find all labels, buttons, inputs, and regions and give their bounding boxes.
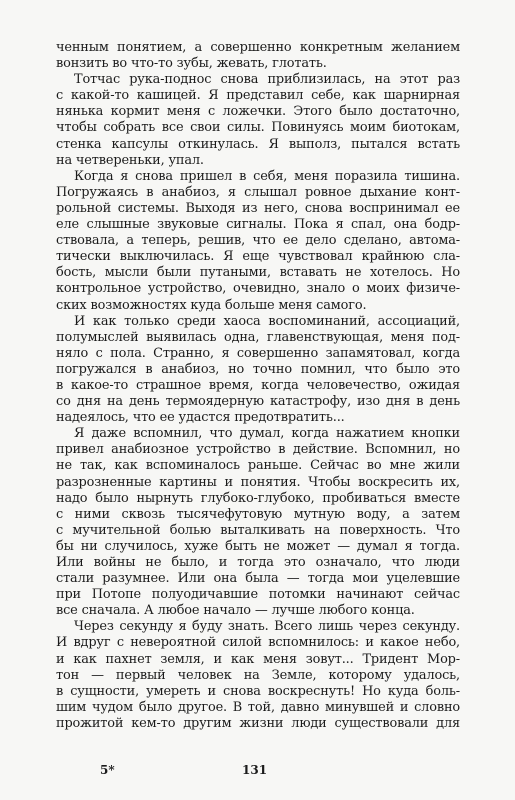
book-page [56,40,460,740]
text-paragraph [56,72,460,169]
text-line: рольной системы. Выходя из него, снова воспринимал ее [56,200,460,216]
text-line: привел анабиозное устройство в действие. Вспомнил, но [56,442,460,458]
text-paragraph [56,426,460,619]
text-line: Тотчас рука-поднос снова приблизилась, на этот раз [74,72,460,88]
text-paragraph [56,169,460,314]
text-line: нянька кормит меня с ложечки. Этого было достаточно, [56,104,460,120]
text-line: с ними сквозь тысячефутовую мутную воду, а затем [56,506,460,522]
text-line: тон — первый человек на Земле, которому удалось, [56,667,460,683]
text-paragraph [56,314,460,427]
text-line: погружался в анабиоз, но точно помнил, что было это [56,361,460,377]
printer-signature-mark: 5* [100,763,115,777]
text-line: чтобы собрать все свои силы. Повинуясь моим биотокам, [56,120,460,136]
text-line: Погружаясь в анабиоз, я слышал ровное дыхание конт- [56,184,460,200]
page-footer [56,763,460,783]
text-line: Я даже вспомнил, что думал, когда нажатием кнопки [74,426,460,442]
text-paragraph [56,619,460,732]
text-line: все сначала. А любое начало — лучше любого конца. [56,603,415,619]
text-line: шим чудом было другое. В той, давно минувшей и словно [56,699,460,715]
text-line: прожитой кем-то другим жизни люди существовали для [56,715,460,731]
text-line: Или войны не было, и тогда это означало, что люди [56,555,460,570]
text-paragraph [56,40,460,72]
text-line: в какое-то страшное время, когда человечество, ожидая [56,377,460,393]
text-line: И вдруг с невероятной силой вспомнилось: и какое небо, [56,635,460,651]
text-line: бы ни случилось, хуже быть не может — думал я тогда. [56,538,460,554]
text-line: Через секунду я буду знать. Всего лишь через секунду. [74,619,460,635]
text-line: еле слышные звуковые сигналы. Пока я спал, она бодр- [56,217,460,233]
text-line: ских возможностях куда больше меня самого. [56,297,367,313]
text-line: тически выключилась. Я еще чувствовал крайнюю сла- [56,249,460,265]
text-line: Когда я снова пришел в себя, меня поразила тишина. [74,168,460,184]
text-line: стали разумнее. Или она была — тогда мои уцелевшие [56,571,460,587]
text-line: надо было нырнуть глубоко-глубоко, пробиваться вместе [56,490,460,506]
text-line: и как пахнет земля, и как меня зовут... Тридент Мор- [56,651,460,667]
text-line: ченным понятием, а совершенно конкретным желанием [56,40,460,55]
text-line: на четвереньки, упал. [56,152,204,168]
text-line: при Потопе полуодичавшие потомки начинают сейчас [56,587,460,603]
text-line: не так, как вспоминалось раньше. Сейчас во мне жили [56,458,460,474]
text-line: бость, мысли были путаными, вставать не хотелось. Но [56,265,460,281]
text-line: разрозненные картины и понятия. Чтобы воскресить их, [56,474,460,490]
page-number: 131 [242,763,268,777]
text-line: няло с пола. Странно, я совершенно запамятовал, когда [56,345,460,361]
text-line: стенка капсулы откинулась. Я выполз, пытался встать [56,136,460,152]
text-line: контрольное устройство, очевидно, знало о моих физиче- [56,281,460,297]
text-line: И как только среди хаоса воспоминаний, ассоциаций, [74,313,460,329]
text-line: со дня на день термоядерную катастрофу, изо дня в день [56,394,460,410]
text-line: вонзить во что-то зубы, жевать, глотать. [56,56,327,72]
text-line: с мучительной болью выталкивать на поверхность. Что [56,522,460,538]
text-line: с какой-то кашицей. Я представил себе, как шарнирная [56,88,460,104]
text-line: ствовала, а теперь, решив, что ее дело сделано, автома- [56,233,460,249]
text-line: полумыслей выявилась одна, главенствующая, меня под- [56,329,460,345]
text-line: надеялось, что ее удастся предотвратить... [56,410,345,426]
text-line: в сущности, умереть и снова воскреснуть! Но куда боль- [56,683,460,699]
